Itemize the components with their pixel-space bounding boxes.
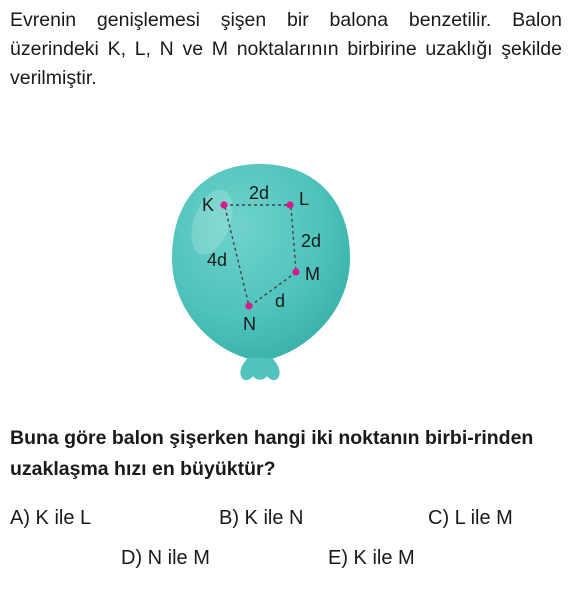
distance-lm-label: 2d bbox=[301, 231, 322, 251]
point-l bbox=[286, 201, 293, 208]
balloon-figure bbox=[160, 160, 360, 390]
balloon-knot bbox=[240, 358, 279, 380]
option-d[interactable]: D) N ile M bbox=[121, 547, 210, 569]
point-k bbox=[220, 201, 227, 208]
problem-intro-text: Evrenin genişlemesi şişen bir balona benzetilir. Balon üzerindeki K, L, N ve M noktalarının birbirine uzaklığı şekilde verilmiştir. bbox=[10, 9, 562, 89]
point-m bbox=[292, 268, 299, 275]
option-e[interactable]: E) K ile M bbox=[328, 547, 415, 569]
distance-kl-label: 2d bbox=[249, 183, 270, 203]
distance-kn-label: 4d bbox=[207, 250, 228, 270]
point-n-label: N bbox=[243, 314, 256, 334]
option-c[interactable]: C) L ile M bbox=[428, 507, 513, 529]
option-a[interactable]: A) K ile L bbox=[10, 507, 92, 529]
point-n bbox=[245, 302, 252, 309]
balloon-diagram bbox=[160, 160, 360, 390]
point-m-label: M bbox=[305, 264, 320, 284]
option-b[interactable]: B) K ile N bbox=[219, 507, 304, 529]
distance-nm-label: d bbox=[275, 291, 286, 311]
point-l-label: L bbox=[299, 189, 310, 209]
question-text: Buna göre balon şişerken hangi iki noktanın birbi-rinden uzaklaşma hızı en büyüktür? bbox=[10, 427, 534, 480]
point-k-label: K bbox=[202, 195, 215, 215]
